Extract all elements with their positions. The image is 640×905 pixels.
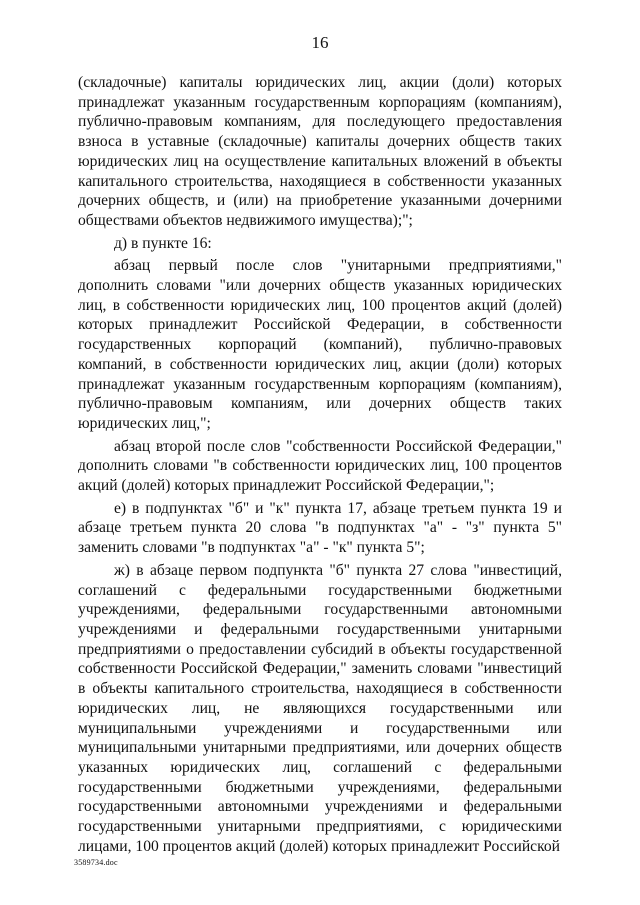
document-body: [78, 73, 562, 856]
paragraph-second-abzac: абзац второй после слов "собственности Российской Федерации," дополнить словами "в собственности юридических лиц, 100 процентов акций (долей) которых принадлежит Российской Федерации,";: [78, 437, 562, 495]
page-number: 16: [311, 33, 329, 52]
paragraph-continuation: (складочные) капиталы юридических лиц, акции (доли) которых принадлежат указанным государственным корпорациям (компаниям), публично-правовым компаниям, для последующего предоставления взноса в уставные (складочные) капиталы дочерних обществ таких юридических лиц на осуществление капитальных вложений в объекты капитального строительства, находящиеся в собственности указанных дочерних обществ, и (или) на приобретение указанными дочерними обществами объектов недвижимого имущества);";: [78, 74, 562, 229]
paragraph-item-zh: ж) в абзаце первом подпункта "б" пункта 27 слова "инвестиций, соглашений с федеральными государственными бюджетными учреждениями, федеральными государственными автономными учреждениями и федеральными государственными унитарными предприятиями о предоставлении субсидий в объекты государственной собственности Российской Федерации," заменить словами "инвестиций в объекты капитального строительства, находящиеся в собственности юридических лиц, не являющихся государственными или муниципальными учреждениями и государственными или муниципальными унитарными предприятиями, или дочерних обществ указанных юридических лиц, соглашений с федеральными государственными бюджетными учреждениями, федеральными государственными автономными учреждениями и федеральными государственными унитарными предприятиями, с юридическими лицами, 100 процентов акций (долей) которых принадлежит Российской: [78, 561, 562, 855]
paragraph-first-abzac: абзац первый после слов "унитарными предприятиями," дополнить словами "или дочерних обществ указанных юридических лиц, в собственности юридических лиц, 100 процентов акций (долей) которых принадлежит Российской Федерации, в собственности государственных корпораций (компаний), публично-правовых компаний, в собственности юридических лиц, акции (доли) которых принадлежат указанным государственным корпорациям (компаниям), публично-правовым компаниям, или дочерних обществ таких юридических лиц,";: [78, 257, 562, 432]
document-file-id: 3589734.doc: [74, 858, 118, 867]
paragraph-item-e: е) в подпунктах "б" и "к" пункта 17, абзаце третьем пункта 19 и абзаце третьем пункта 20 слова "в подпунктах "а" - "з" пункта 5" заменить словами "в подпунктах "а" - "к" пункта 5";: [78, 499, 562, 557]
paragraph-item-d: д) в пункте 16:: [114, 234, 212, 252]
